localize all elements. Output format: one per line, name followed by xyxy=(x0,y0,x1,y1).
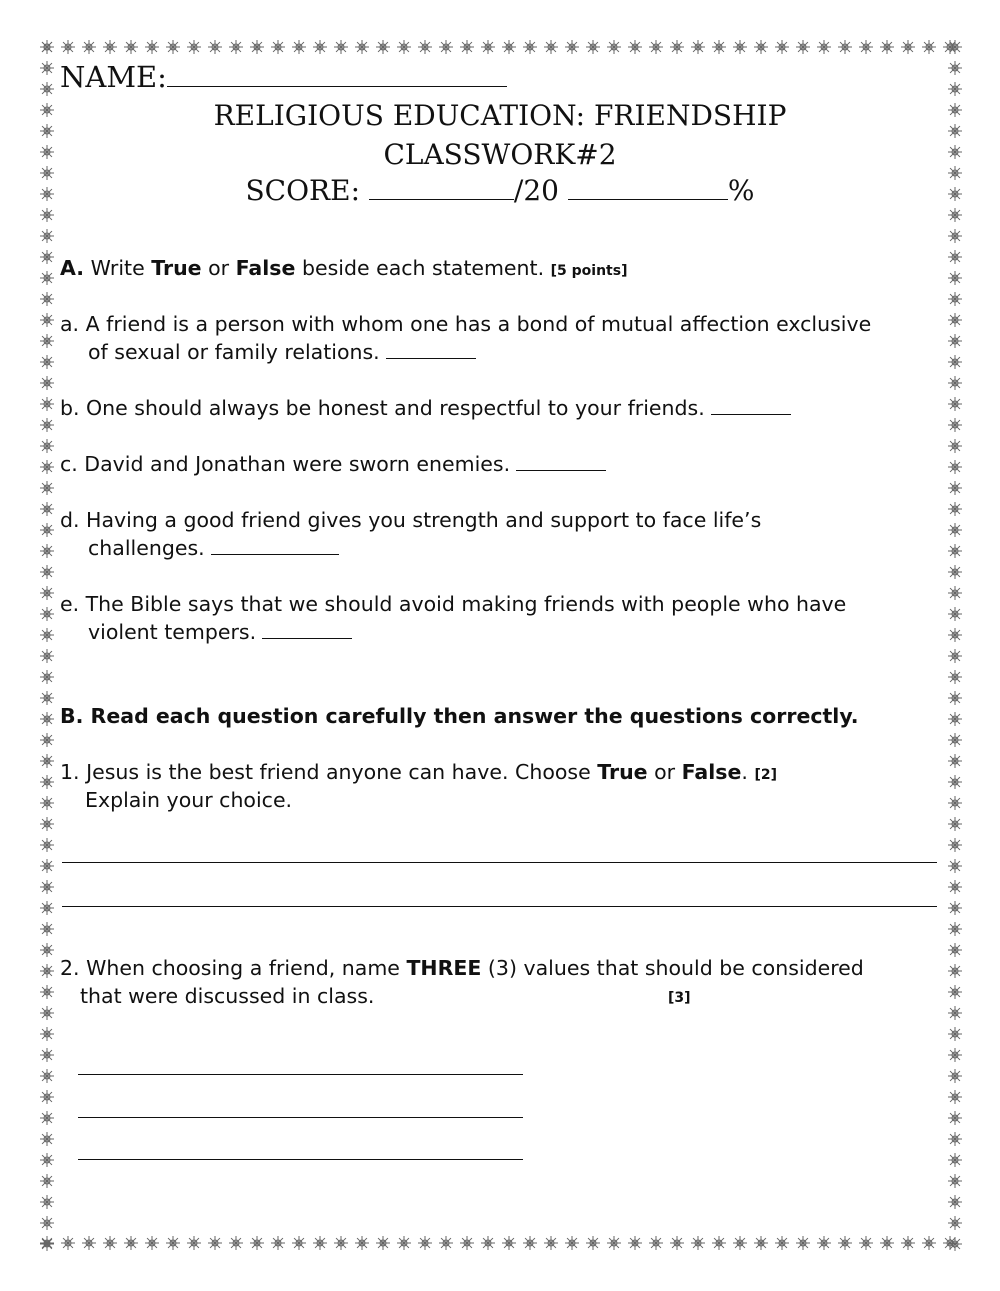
snowflake-ornament xyxy=(40,250,54,264)
snowflake-ornament xyxy=(40,922,54,936)
section-a-instruction: A. Write True or False beside each statement. [5 points] xyxy=(60,256,628,280)
snowflake-ornament xyxy=(948,922,962,936)
answer-blank-a[interactable] xyxy=(386,340,476,359)
snowflake-ornament xyxy=(40,292,54,306)
snowflake-ornament xyxy=(948,1132,962,1146)
snowflake-ornament xyxy=(40,985,54,999)
snowflake-ornament xyxy=(355,40,369,54)
snowflake-ornament xyxy=(948,565,962,579)
answer-line-2b[interactable] xyxy=(78,1117,523,1118)
snowflake-ornament xyxy=(418,40,432,54)
snowflake-ornament xyxy=(948,61,962,75)
snowflake-ornament xyxy=(40,628,54,642)
snowflake-ornament xyxy=(40,1132,54,1146)
snowflake-ornament xyxy=(40,733,54,747)
snowflake-ornament xyxy=(208,1236,222,1250)
snowflake-ornament xyxy=(187,40,201,54)
snowflake-ornament xyxy=(733,40,747,54)
snowflake-ornament xyxy=(40,61,54,75)
snowflake-ornament xyxy=(901,40,915,54)
snowflake-ornament xyxy=(948,313,962,327)
question-2-points: [3] xyxy=(668,990,691,1006)
snowflake-ornament xyxy=(880,1236,894,1250)
statement-a-cont: of sexual or family relations. xyxy=(88,340,476,364)
snowflake-ornament xyxy=(124,40,138,54)
question-1-points: [2] xyxy=(754,767,778,783)
question-2-cont: that were discussed in class. xyxy=(80,984,375,1008)
snowflake-ornament xyxy=(40,1237,54,1251)
snowflake-ornament xyxy=(40,817,54,831)
snowflake-ornament xyxy=(40,1090,54,1104)
snowflake-ornament xyxy=(502,40,516,54)
snowflake-ornament xyxy=(948,1090,962,1104)
worksheet-subtitle: CLASSWORK#2 xyxy=(383,138,617,171)
snowflake-ornament xyxy=(565,1236,579,1250)
snowflake-ornament xyxy=(250,40,264,54)
snowflake-ornament xyxy=(229,40,243,54)
snowflake-ornament xyxy=(40,565,54,579)
snowflake-ornament xyxy=(481,40,495,54)
snowflake-ornament xyxy=(586,1236,600,1250)
statement-e-cont: violent tempers. xyxy=(88,620,352,644)
snowflake-ornament xyxy=(40,82,54,96)
snowflake-ornament xyxy=(40,586,54,600)
snowflake-ornament xyxy=(948,754,962,768)
name-field xyxy=(60,60,507,94)
snowflake-ornament xyxy=(145,40,159,54)
snowflake-ornament xyxy=(292,1236,306,1250)
snowflake-ornament xyxy=(376,40,390,54)
snowflake-ornament xyxy=(733,1236,747,1250)
snowflake-ornament xyxy=(948,1006,962,1020)
snowflake-ornament xyxy=(948,1216,962,1230)
answer-blank-c[interactable] xyxy=(516,452,606,471)
snowflake-ornament xyxy=(40,859,54,873)
snowflake-ornament xyxy=(948,670,962,684)
snowflake-ornament xyxy=(544,40,558,54)
snowflake-ornament xyxy=(103,40,117,54)
snowflake-ornament xyxy=(40,40,54,54)
snowflake-ornament xyxy=(922,1236,936,1250)
question-2: 2. When choosing a friend, name THREE (3) values that should be considered xyxy=(60,956,864,980)
statement-b: b. One should always be honest and respectful to your friends. xyxy=(60,396,791,420)
snowflake-ornament xyxy=(948,1069,962,1083)
snowflake-ornament xyxy=(355,1236,369,1250)
snowflake-ornament xyxy=(40,1027,54,1041)
snowflake-ornament xyxy=(838,1236,852,1250)
snowflake-ornament xyxy=(948,649,962,663)
score-row xyxy=(60,174,940,207)
snowflake-ornament xyxy=(40,775,54,789)
snowflake-ornament xyxy=(948,607,962,621)
answer-line-2c[interactable] xyxy=(78,1159,523,1160)
snowflake-ornament xyxy=(40,460,54,474)
snowflake-ornament xyxy=(901,1236,915,1250)
snowflake-ornament xyxy=(649,40,663,54)
snowflake-ornament xyxy=(187,1236,201,1250)
snowflake-ornament xyxy=(523,1236,537,1250)
snowflake-ornament xyxy=(40,187,54,201)
snowflake-ornament xyxy=(334,40,348,54)
snowflake-ornament xyxy=(250,1236,264,1250)
snowflake-ornament xyxy=(229,1236,243,1250)
snowflake-ornament xyxy=(460,40,474,54)
snowflake-ornament xyxy=(40,964,54,978)
snowflake-ornament xyxy=(40,1069,54,1083)
section-b-heading: B. Read each question carefully then answer the questions correctly. xyxy=(60,704,859,728)
snowflake-ornament xyxy=(754,40,768,54)
snowflake-ornament xyxy=(40,418,54,432)
snowflake-ornament xyxy=(40,1153,54,1167)
snowflake-ornament xyxy=(948,1195,962,1209)
snowflake-ornament xyxy=(166,1236,180,1250)
snowflake-ornament xyxy=(948,544,962,558)
snowflake-ornament xyxy=(397,1236,411,1250)
snowflake-ornament xyxy=(859,1236,873,1250)
snowflake-ornament xyxy=(948,964,962,978)
snowflake-ornament xyxy=(40,838,54,852)
percent-blank[interactable] xyxy=(568,175,728,200)
snowflake-ornament xyxy=(40,208,54,222)
answer-blank-e[interactable] xyxy=(262,620,352,639)
snowflake-ornament xyxy=(880,40,894,54)
question-1: 1. Jesus is the best friend anyone can have. Choose True or False. [2] xyxy=(60,760,778,784)
snowflake-ornament xyxy=(649,1236,663,1250)
snowflake-ornament xyxy=(948,439,962,453)
snowflake-ornament xyxy=(607,1236,621,1250)
snowflake-ornament xyxy=(40,670,54,684)
snowflake-ornament xyxy=(460,1236,474,1250)
snowflake-ornament xyxy=(948,817,962,831)
snowflake-ornament xyxy=(439,1236,453,1250)
section-a-points: [5 points] xyxy=(550,263,628,279)
snowflake-ornament xyxy=(948,166,962,180)
snowflake-ornament xyxy=(948,628,962,642)
snowflake-ornament xyxy=(754,1236,768,1250)
statement-a: a. A friend is a person with whom one has a bond of mutual affection exclusive xyxy=(60,312,872,336)
name-blank[interactable] xyxy=(167,61,507,87)
statement-d: d. Having a good friend gives you strength and support to face life’s xyxy=(60,508,762,532)
snowflake-ornament xyxy=(948,691,962,705)
snowflake-ornament xyxy=(838,40,852,54)
snowflake-ornament xyxy=(948,397,962,411)
snowflake-ornament xyxy=(40,523,54,537)
snowflake-ornament xyxy=(948,901,962,915)
snowflake-ornament xyxy=(948,250,962,264)
snowflake-ornament xyxy=(523,40,537,54)
snowflake-ornament xyxy=(40,103,54,117)
snowflake-ornament xyxy=(40,880,54,894)
snowflake-ornament xyxy=(418,1236,432,1250)
snowflake-ornament xyxy=(565,40,579,54)
snowflake-ornament xyxy=(948,355,962,369)
snowflake-ornament xyxy=(775,40,789,54)
snowflake-ornament xyxy=(691,1236,705,1250)
snowflake-ornament xyxy=(948,82,962,96)
snowflake-ornament xyxy=(948,1153,962,1167)
snowflake-ornament xyxy=(948,145,962,159)
snowflake-ornament xyxy=(82,1236,96,1250)
snowflake-ornament xyxy=(40,1111,54,1125)
snowflake-ornament xyxy=(712,1236,726,1250)
snowflake-ornament xyxy=(948,334,962,348)
snowflake-ornament xyxy=(61,1236,75,1250)
snowflake-ornament xyxy=(948,229,962,243)
snowflake-ornament xyxy=(948,838,962,852)
snowflake-ornament xyxy=(40,544,54,558)
snowflake-ornament xyxy=(40,1048,54,1062)
decorative-border-top xyxy=(36,36,966,58)
snowflake-ornament xyxy=(948,712,962,726)
snowflake-ornament xyxy=(502,1236,516,1250)
percent-sign: % xyxy=(727,174,755,207)
snowflake-ornament xyxy=(40,691,54,705)
snowflake-ornament xyxy=(61,40,75,54)
snowflake-ornament xyxy=(948,523,962,537)
snowflake-ornament xyxy=(948,943,962,957)
snowflake-ornament xyxy=(208,40,222,54)
snowflake-ornament xyxy=(40,1216,54,1230)
snowflake-ornament xyxy=(40,229,54,243)
snowflake-ornament xyxy=(948,208,962,222)
snowflake-ornament xyxy=(817,40,831,54)
snowflake-ornament xyxy=(948,502,962,516)
name-label: NAME: xyxy=(60,60,167,94)
snowflake-ornament xyxy=(40,355,54,369)
score-blank[interactable] xyxy=(369,175,514,200)
snowflake-ornament xyxy=(948,1237,962,1251)
snowflake-ornament xyxy=(948,859,962,873)
snowflake-ornament xyxy=(145,1236,159,1250)
snowflake-ornament xyxy=(948,1111,962,1125)
snowflake-ornament xyxy=(40,796,54,810)
snowflake-ornament xyxy=(817,1236,831,1250)
answer-line-1b[interactable] xyxy=(62,906,937,907)
snowflake-ornament xyxy=(40,481,54,495)
snowflake-ornament xyxy=(859,40,873,54)
snowflake-ornament xyxy=(40,313,54,327)
snowflake-ornament xyxy=(292,40,306,54)
snowflake-ornament xyxy=(796,1236,810,1250)
snowflake-ornament xyxy=(334,1236,348,1250)
snowflake-ornament xyxy=(103,1236,117,1250)
answer-line-1a[interactable] xyxy=(62,862,937,863)
snowflake-ornament xyxy=(40,607,54,621)
snowflake-ornament xyxy=(313,40,327,54)
snowflake-ornament xyxy=(397,40,411,54)
snowflake-ornament xyxy=(166,40,180,54)
statement-d-cont: challenges. xyxy=(88,536,339,560)
snowflake-ornament xyxy=(948,376,962,390)
snowflake-ornament xyxy=(40,901,54,915)
snowflake-ornament xyxy=(40,943,54,957)
snowflake-ornament xyxy=(40,145,54,159)
worksheet-title: RELIGIOUS EDUCATION: FRIENDSHIP xyxy=(213,99,787,132)
snowflake-ornament xyxy=(40,712,54,726)
snowflake-ornament xyxy=(691,40,705,54)
snowflake-ornament xyxy=(439,40,453,54)
decorative-border-bottom xyxy=(36,1232,966,1254)
snowflake-ornament xyxy=(40,376,54,390)
snowflake-ornament xyxy=(948,1027,962,1041)
snowflake-ornament xyxy=(670,1236,684,1250)
snowflake-ornament xyxy=(948,271,962,285)
snowflake-ornament xyxy=(40,1174,54,1188)
snowflake-ornament xyxy=(948,733,962,747)
snowflake-ornament xyxy=(948,880,962,894)
snowflake-ornament xyxy=(586,40,600,54)
section-a-letter: A. xyxy=(60,256,85,280)
snowflake-ornament xyxy=(40,1195,54,1209)
snowflake-ornament xyxy=(40,502,54,516)
snowflake-ornament xyxy=(948,481,962,495)
snowflake-ornament xyxy=(40,271,54,285)
snowflake-ornament xyxy=(948,418,962,432)
snowflake-ornament xyxy=(796,40,810,54)
snowflake-ornament xyxy=(948,40,962,54)
statement-c: c. David and Jonathan were sworn enemies. xyxy=(60,452,606,476)
snowflake-ornament xyxy=(40,439,54,453)
snowflake-ornament xyxy=(948,187,962,201)
decorative-border-left xyxy=(36,36,58,1254)
snowflake-ornament xyxy=(670,40,684,54)
snowflake-ornament xyxy=(948,775,962,789)
decorative-border-right xyxy=(944,36,966,1254)
snowflake-ornament xyxy=(948,1174,962,1188)
answer-blank-b[interactable] xyxy=(711,396,791,415)
snowflake-ornament xyxy=(82,40,96,54)
snowflake-ornament xyxy=(948,586,962,600)
snowflake-ornament xyxy=(376,1236,390,1250)
statement-e: e. The Bible says that we should avoid making friends with people who have xyxy=(60,592,847,616)
snowflake-ornament xyxy=(775,1236,789,1250)
snowflake-ornament xyxy=(628,40,642,54)
snowflake-ornament xyxy=(40,649,54,663)
snowflake-ornament xyxy=(271,40,285,54)
snowflake-ornament xyxy=(948,985,962,999)
snowflake-ornament xyxy=(40,334,54,348)
snowflake-ornament xyxy=(922,40,936,54)
answer-line-2a[interactable] xyxy=(78,1074,523,1075)
snowflake-ornament xyxy=(40,397,54,411)
snowflake-ornament xyxy=(124,1236,138,1250)
snowflake-ornament xyxy=(313,1236,327,1250)
question-1-explain: Explain your choice. xyxy=(85,788,293,812)
snowflake-ornament xyxy=(948,124,962,138)
snowflake-ornament xyxy=(40,754,54,768)
snowflake-ornament xyxy=(271,1236,285,1250)
snowflake-ornament xyxy=(948,796,962,810)
snowflake-ornament xyxy=(481,1236,495,1250)
snowflake-ornament xyxy=(607,40,621,54)
snowflake-ornament xyxy=(544,1236,558,1250)
score-label: SCORE: xyxy=(245,174,361,207)
snowflake-ornament xyxy=(40,1006,54,1020)
snowflake-ornament xyxy=(40,166,54,180)
snowflake-ornament xyxy=(712,40,726,54)
snowflake-ornament xyxy=(948,103,962,117)
snowflake-ornament xyxy=(40,124,54,138)
answer-blank-d[interactable] xyxy=(211,536,339,555)
snowflake-ornament xyxy=(628,1236,642,1250)
snowflake-ornament xyxy=(948,460,962,474)
score-total: /20 xyxy=(513,174,559,207)
snowflake-ornament xyxy=(948,292,962,306)
snowflake-ornament xyxy=(948,1048,962,1062)
